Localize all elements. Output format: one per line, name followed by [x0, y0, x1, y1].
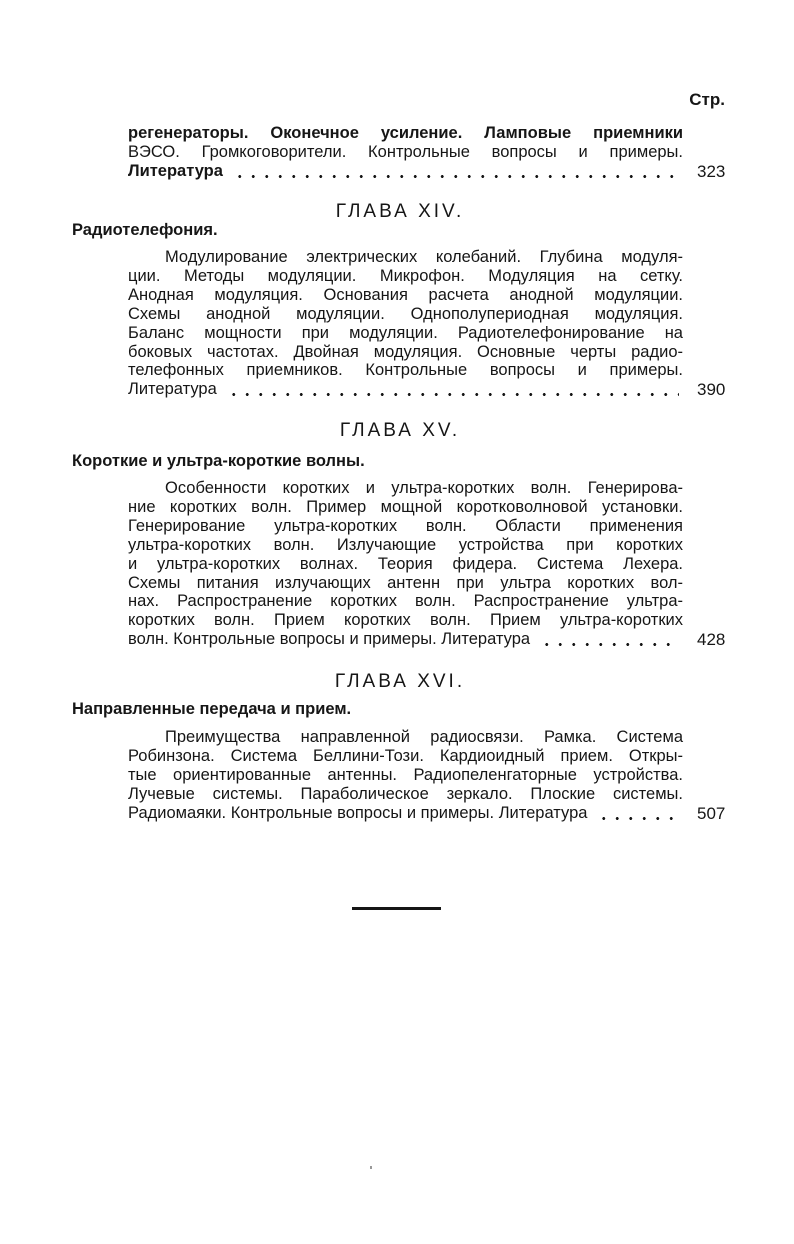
page-number: 507 — [697, 803, 726, 823]
toc-line-text: регенераторы. Оконечное усиление. Ламповые приемники — [128, 124, 683, 142]
toc-line-text: Радиомаяки. Контрольные вопросы и примеры. Литература — [128, 803, 588, 822]
toc-entry-line — [128, 747, 683, 766]
toc-entry-line — [128, 124, 683, 143]
toc-line-text: Схемы питания излучающих антенн при ультра коротких вол- — [128, 573, 683, 592]
dot-leader — [233, 162, 679, 181]
toc-entry-line — [128, 498, 683, 517]
toc-entry-line — [165, 248, 683, 267]
toc-entry-line — [128, 143, 683, 162]
toc-line-text: телефонных приемников. Контрольные вопросы и примеры. — [128, 361, 683, 380]
toc-entry-line — [165, 728, 683, 747]
toc-entry-line — [128, 766, 683, 785]
toc-line-text: боковых частотах. Двойная модуляция. Основные черты радио- — [128, 342, 683, 361]
toc-entry-line — [165, 479, 683, 498]
toc-entry-line — [128, 592, 683, 611]
toc-line-text: нах. Распространение коротких волн. Распространение ультра- — [128, 592, 683, 611]
toc-entry-line — [128, 536, 683, 555]
toc-entry-last-line — [128, 162, 683, 181]
chapter-title: Направленные передача и прием. — [72, 700, 352, 718]
toc-entry-line — [128, 305, 683, 324]
toc-line-text: Анодная модуляция. Основания расчета анодной модуляции. — [128, 285, 683, 304]
toc-line-text: Баланс мощности при модуляции. Радиотелефонирование на — [128, 323, 683, 342]
dot-leader — [597, 804, 679, 823]
toc-line-text: ультра-коротких волн. Излучающие устройства при коротких — [128, 535, 683, 554]
toc-line-text: Модулирование электрических колебаний. Глубина модуля- — [165, 248, 683, 266]
toc-entry-line — [128, 574, 683, 593]
toc-line-text: Особенности коротких и ультра-коротких волн. Генерирова- — [165, 479, 683, 497]
toc-line-text: ние коротких волн. Пример мощной коротковолновой установки. — [128, 497, 683, 516]
toc-entry-line — [128, 267, 683, 286]
toc-entry-last-line — [128, 630, 683, 649]
chapter-heading: ГЛАВА XVI. — [334, 671, 466, 692]
toc-entry-line — [128, 555, 683, 574]
chapter-heading: ГЛАВА XIV. — [335, 201, 465, 222]
chapter-title: Короткие и ультра-короткие волны. — [72, 452, 365, 470]
toc-entry-last-line — [128, 804, 683, 823]
toc-entry-line — [128, 517, 683, 536]
toc-entry-line — [128, 611, 683, 630]
chapter-heading: ГЛАВА XV. — [339, 420, 461, 441]
toc-entry-line — [128, 286, 683, 305]
toc-entry-line — [128, 361, 683, 380]
toc-line-text: Робинзона. Система Беллини-Този. Кардиоидный прием. Откры- — [128, 746, 683, 765]
dot-leader — [540, 630, 679, 649]
toc-line-text: ции. Методы модуляции. Микрофон. Модуляция на сетку. — [128, 266, 683, 285]
toc-line-text: Лучевые системы. Параболическое зеркало. Плоские системы. — [128, 784, 683, 803]
toc-line-text: Литература — [128, 162, 223, 180]
chapter-title: Радиотелефония. — [72, 221, 218, 239]
toc-line-text: тые ориентированные антенны. Радиопеленгаторные устройства. — [128, 765, 683, 784]
end-rule-divider — [352, 907, 441, 910]
page-number: 323 — [697, 162, 726, 181]
toc-entry-last-line — [128, 380, 683, 399]
page-column-label: Стр. — [689, 90, 725, 109]
page-number: 390 — [697, 380, 726, 400]
toc-entry-line — [128, 785, 683, 804]
toc-line-text: волн. Контрольные вопросы и примеры. Литература — [128, 630, 531, 649]
toc-line-text: Литература — [128, 380, 217, 399]
toc-line-text: Генерирование ультра-коротких волн. Области применения — [128, 516, 683, 535]
toc-line-text: коротких волн. Прием коротких волн. Прием ультра-коротких — [128, 611, 683, 630]
toc-line-text: Схемы анодной модуляции. Однополупериодная модуляция. — [128, 304, 683, 323]
toc-line-text: ВЭСО. Громкоговорители. Контрольные вопросы и примеры. — [128, 143, 683, 161]
dot-leader — [227, 380, 679, 399]
toc-entry-line — [128, 343, 683, 362]
scan-speck — [370, 1166, 372, 1169]
toc-line-text: и ультра-коротких волнах. Теория фидера. Система Лехера. — [128, 554, 683, 573]
toc-line-text: Преимущества направленной радиосвязи. Рамка. Система — [165, 728, 683, 746]
toc-entry-line — [128, 324, 683, 343]
page-number: 428 — [697, 630, 726, 650]
